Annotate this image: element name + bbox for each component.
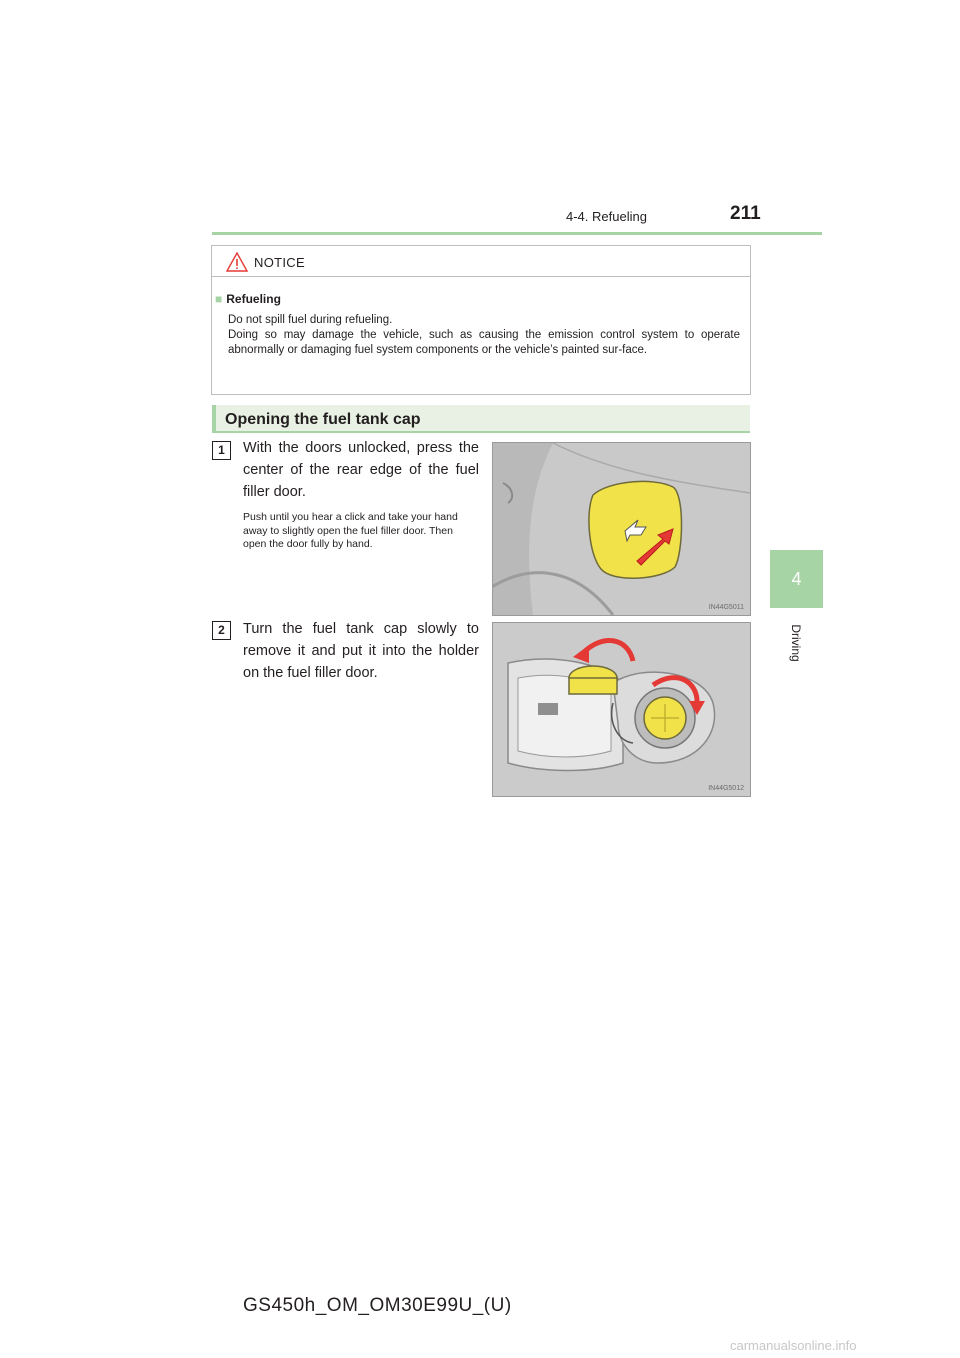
step-1-text: With the doors unlocked, press the center of the rear edge of the fuel filler door. [243,440,479,500]
chapter-tab[interactable]: 4 [770,550,823,608]
notice-paragraph: Do not spill fuel during refueling. [228,314,393,326]
chapter-tab-label [770,612,823,674]
notice-subheading-text: Refueling [226,292,281,306]
step-1-note: Push until you hear a click and take your hand away to slightly open the fuel filler door. Then open the door fully by hand. [243,511,458,550]
figure-fuel-filler-door [492,442,751,616]
section-heading-accent [212,405,216,433]
step-2-text: Turn the fuel tank cap slowly to remove it and put it into the holder on the fuel filler door. [243,621,479,681]
section-heading-underline [212,431,750,433]
notice-body [228,313,740,358]
notice-box [211,245,751,395]
figure-fuel-tank-cap [492,622,751,797]
header-rule [212,232,822,235]
square-bullet-icon: ■ [215,292,223,306]
document-id: GS450h_OM_OM30E99U_(U) [243,1295,512,1316]
fuel-door-illustration [493,443,750,615]
step-number-2: 2 [212,621,231,640]
notice-paragraph: Doing so may damage the vehicle, such as causing the emission control system to operate abnormally or damaging fuel system components or the vehicle’s painted sur-face. [228,329,740,356]
figure-code: IN44G5011 [708,604,744,611]
notice-subheading [215,292,281,306]
header-section-title: 4-4. Refueling [566,209,647,224]
watermark: carmanualsonline.info [730,1338,857,1353]
figure-code: IN44G5012 [708,785,744,792]
warning-triangle-icon [226,252,248,272]
chapter-name: Driving [789,624,803,662]
page-number: 211 [730,203,761,224]
fuel-cap-illustration [493,623,750,796]
step-number-1: 1 [212,441,231,460]
notice-header [212,246,750,277]
section-title: Opening the fuel tank cap [225,411,421,428]
notice-title: NOTICE [254,255,305,270]
